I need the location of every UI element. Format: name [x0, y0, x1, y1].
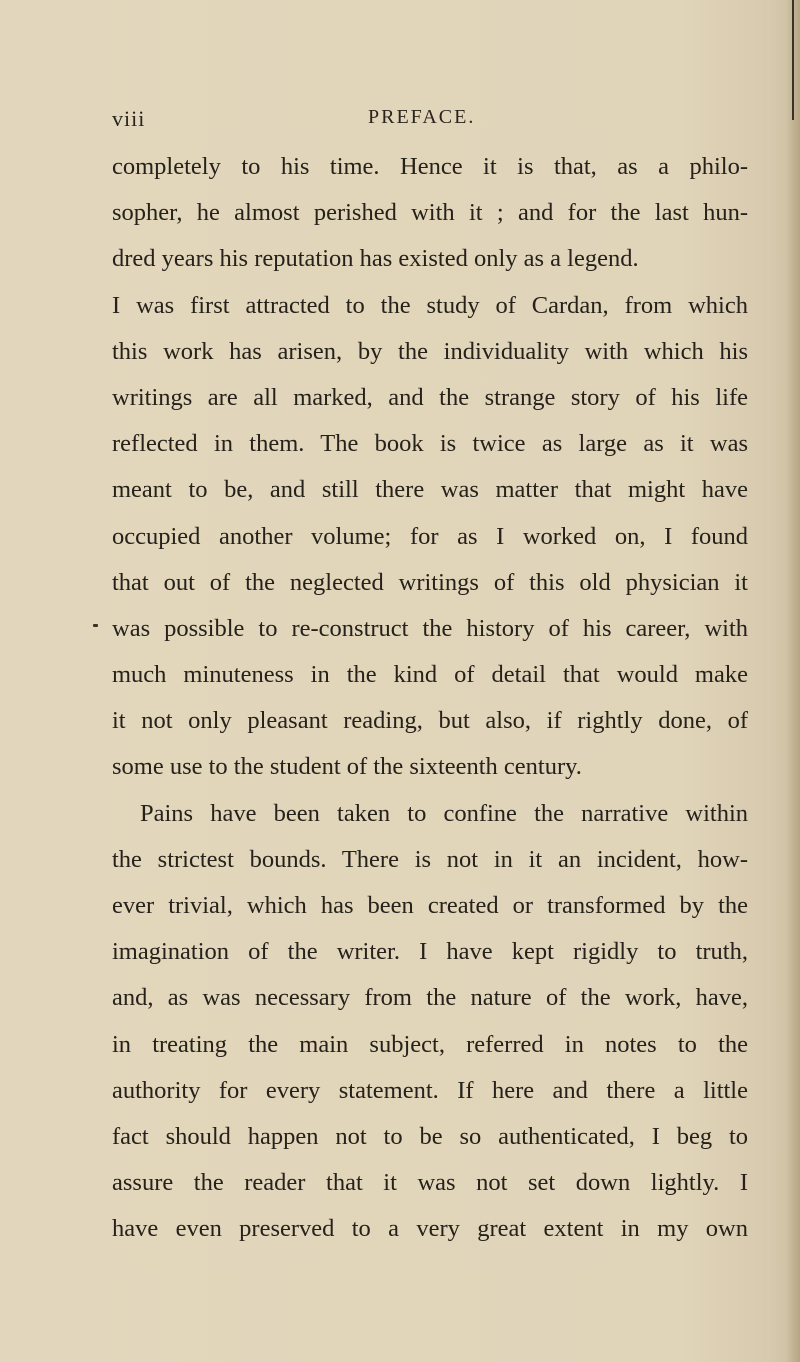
text-line: imagination of the writer. I have kept rigidly to truth,	[112, 938, 748, 966]
text-line: much minuteness in the kind of detail that would make	[112, 661, 748, 689]
text-line: dred years his reputation has existed only as a legend.	[112, 245, 639, 273]
text-line: fact should happen not to be so authenticated, I beg to	[112, 1122, 748, 1150]
text-line: in treating the main subject, referred in notes to the	[112, 1030, 748, 1058]
text-line: authority for every statement. If here and there a little	[112, 1076, 748, 1104]
text-line: ever trivial, which has been created or transformed by the	[112, 892, 748, 919]
text-line: the strictest bounds. There is not in it an incident, how-	[112, 845, 748, 873]
text-line: Pains have been taken to confine the narrative within	[140, 799, 748, 827]
text-line: completely to his time. Hence it is that, as a philo-	[112, 153, 748, 180]
running-head: PREFACE.	[368, 106, 476, 128]
text-line: occupied another volume; for as I worked on, I found	[112, 522, 748, 550]
text-line: this work has arisen, by the individuality with which his	[112, 337, 748, 365]
text-line: reflected in them. The book is twice as large as it was	[112, 430, 748, 458]
text-line: assure the reader that it was not set down lightly. I	[112, 1169, 748, 1197]
text-line: meant to be, and still there was matter that might have	[112, 476, 748, 504]
page-edge-line	[792, 0, 794, 120]
body-text	[112, 144, 748, 1253]
margin-mark	[93, 624, 98, 627]
text-line: writings are all marked, and the strange story of his life	[112, 383, 748, 411]
text-line: some use to the student of the sixteenth century.	[112, 753, 582, 781]
text-line: was possible to re-construct the history of his career, with	[112, 614, 748, 642]
text-line: and, as was necessary from the nature of the work, have,	[112, 984, 748, 1012]
page-number: viii	[112, 106, 146, 131]
page-header	[112, 106, 732, 136]
text-line: that out of the neglected writings of this old physician it	[112, 568, 748, 596]
page-edge-shadow	[786, 0, 800, 1362]
text-line: sopher, he almost perished with it ; and for the last hun-	[112, 199, 748, 227]
text-line: it not only pleasant reading, but also, if rightly done, of	[112, 707, 748, 735]
text-line: have even preserved to a very great extent in my own	[112, 1215, 748, 1243]
text-line: I was first attracted to the study of Cardan, from which	[112, 291, 748, 319]
